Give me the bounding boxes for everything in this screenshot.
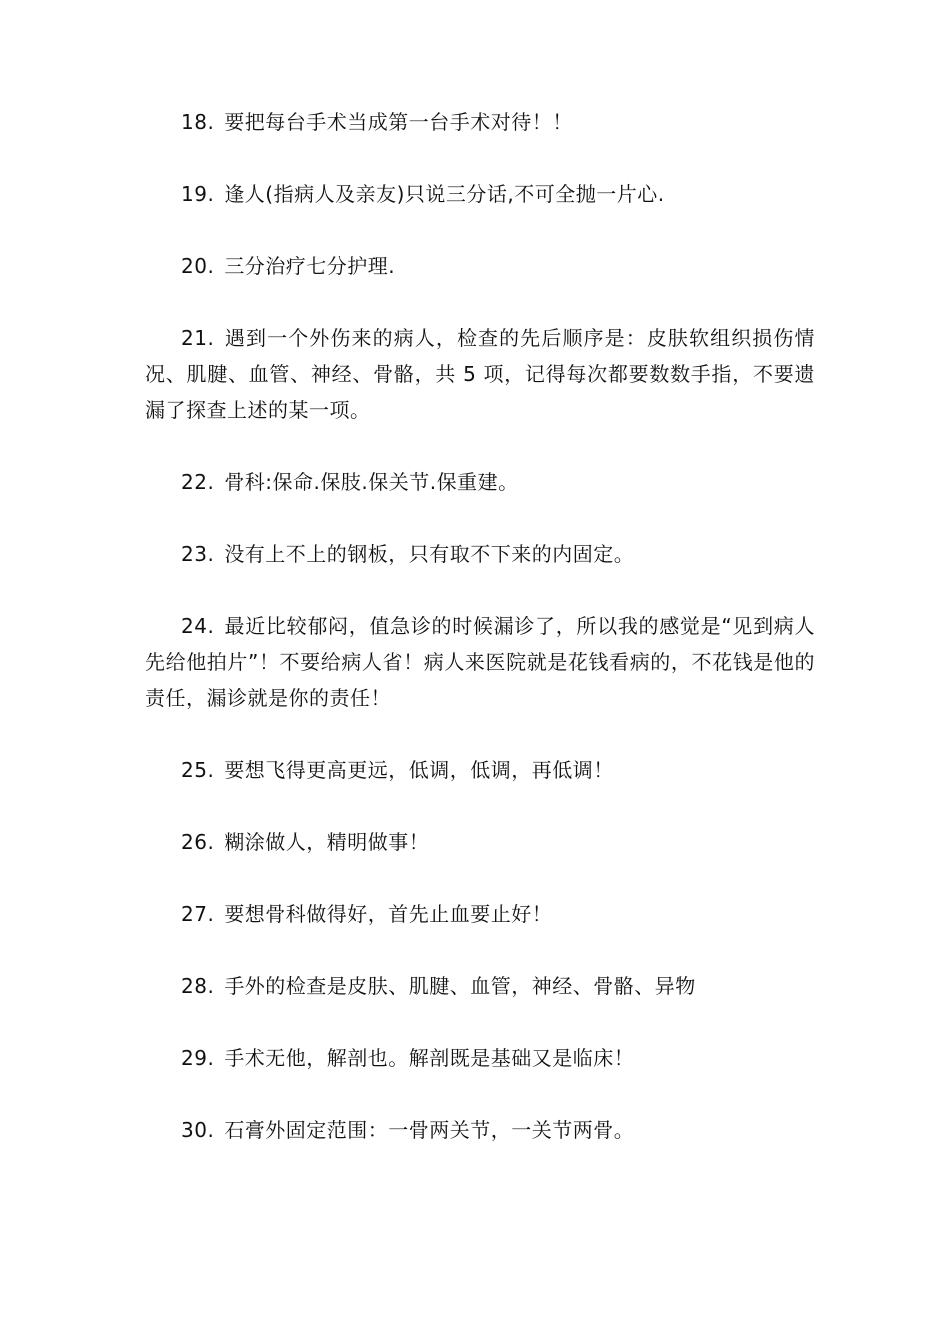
list-item xyxy=(145,464,815,500)
item-text: 要把每台手术当成第一台手术对待！！ xyxy=(224,110,573,134)
list-item xyxy=(145,1040,815,1076)
item-number: 24. xyxy=(181,614,215,638)
list-item xyxy=(145,968,815,1004)
item-number: 21. xyxy=(181,326,215,350)
item-number: 29. xyxy=(181,1046,215,1070)
item-number: 18. xyxy=(181,110,215,134)
item-text: 要想骨科做得好，首先止血要止好！ xyxy=(224,902,553,926)
item-text: 逢人(指病人及亲友)只说三分话,不可全抛一片心. xyxy=(224,182,665,206)
item-text: 骨科:保命.保肢.保关节.保重建。 xyxy=(224,470,519,494)
list-item xyxy=(145,104,815,140)
list-item xyxy=(145,824,815,860)
item-text: 三分治疗七分护理. xyxy=(224,254,396,278)
list-item xyxy=(145,752,815,788)
item-text: 最近比较郁闷，值急诊的时候漏诊了，所以我的感觉是“见到病人先给他拍片”！不要给病人省！病人来医院就是花钱看病的，不花钱是他的责任，漏诊就是你的责任！ xyxy=(145,614,815,710)
item-text: 手术无他，解剖也。解剖既是基础又是临床！ xyxy=(224,1046,635,1070)
item-text: 糊涂做人，精明做事！ xyxy=(224,830,430,854)
item-number: 26. xyxy=(181,830,215,854)
list-item xyxy=(145,536,815,572)
item-text: 没有上不上的钢板，只有取不下来的内固定。 xyxy=(224,542,635,566)
list-item xyxy=(145,1112,815,1148)
numbered-list xyxy=(145,104,815,1184)
item-number: 19. xyxy=(181,182,215,206)
item-text: 石膏外固定范围：一骨两关节，一关节两骨。 xyxy=(224,1118,635,1142)
item-number: 27. xyxy=(181,902,215,926)
item-text: 要想飞得更高更远，低调，低调，再低调！ xyxy=(224,758,614,782)
item-number: 25. xyxy=(181,758,215,782)
list-item xyxy=(145,608,815,716)
item-text: 遇到一个外伤来的病人，检查的先后顺序是：皮肤软组织损伤情况、肌腱、血管、神经、骨骼，共 5 项，记得每次都要数数手指，不要遗漏了探查上述的某一项。 xyxy=(145,326,815,422)
item-number: 30. xyxy=(181,1118,215,1142)
item-number: 28. xyxy=(181,974,215,998)
list-item xyxy=(145,896,815,932)
item-number: 23. xyxy=(181,542,215,566)
item-text: 手外的检查是皮肤、肌腱、血管，神经、骨骼、异物 xyxy=(224,974,696,998)
item-number: 20. xyxy=(181,254,215,278)
list-item xyxy=(145,320,815,428)
list-item xyxy=(145,248,815,284)
list-item xyxy=(145,176,815,212)
item-number: 22. xyxy=(181,470,215,494)
